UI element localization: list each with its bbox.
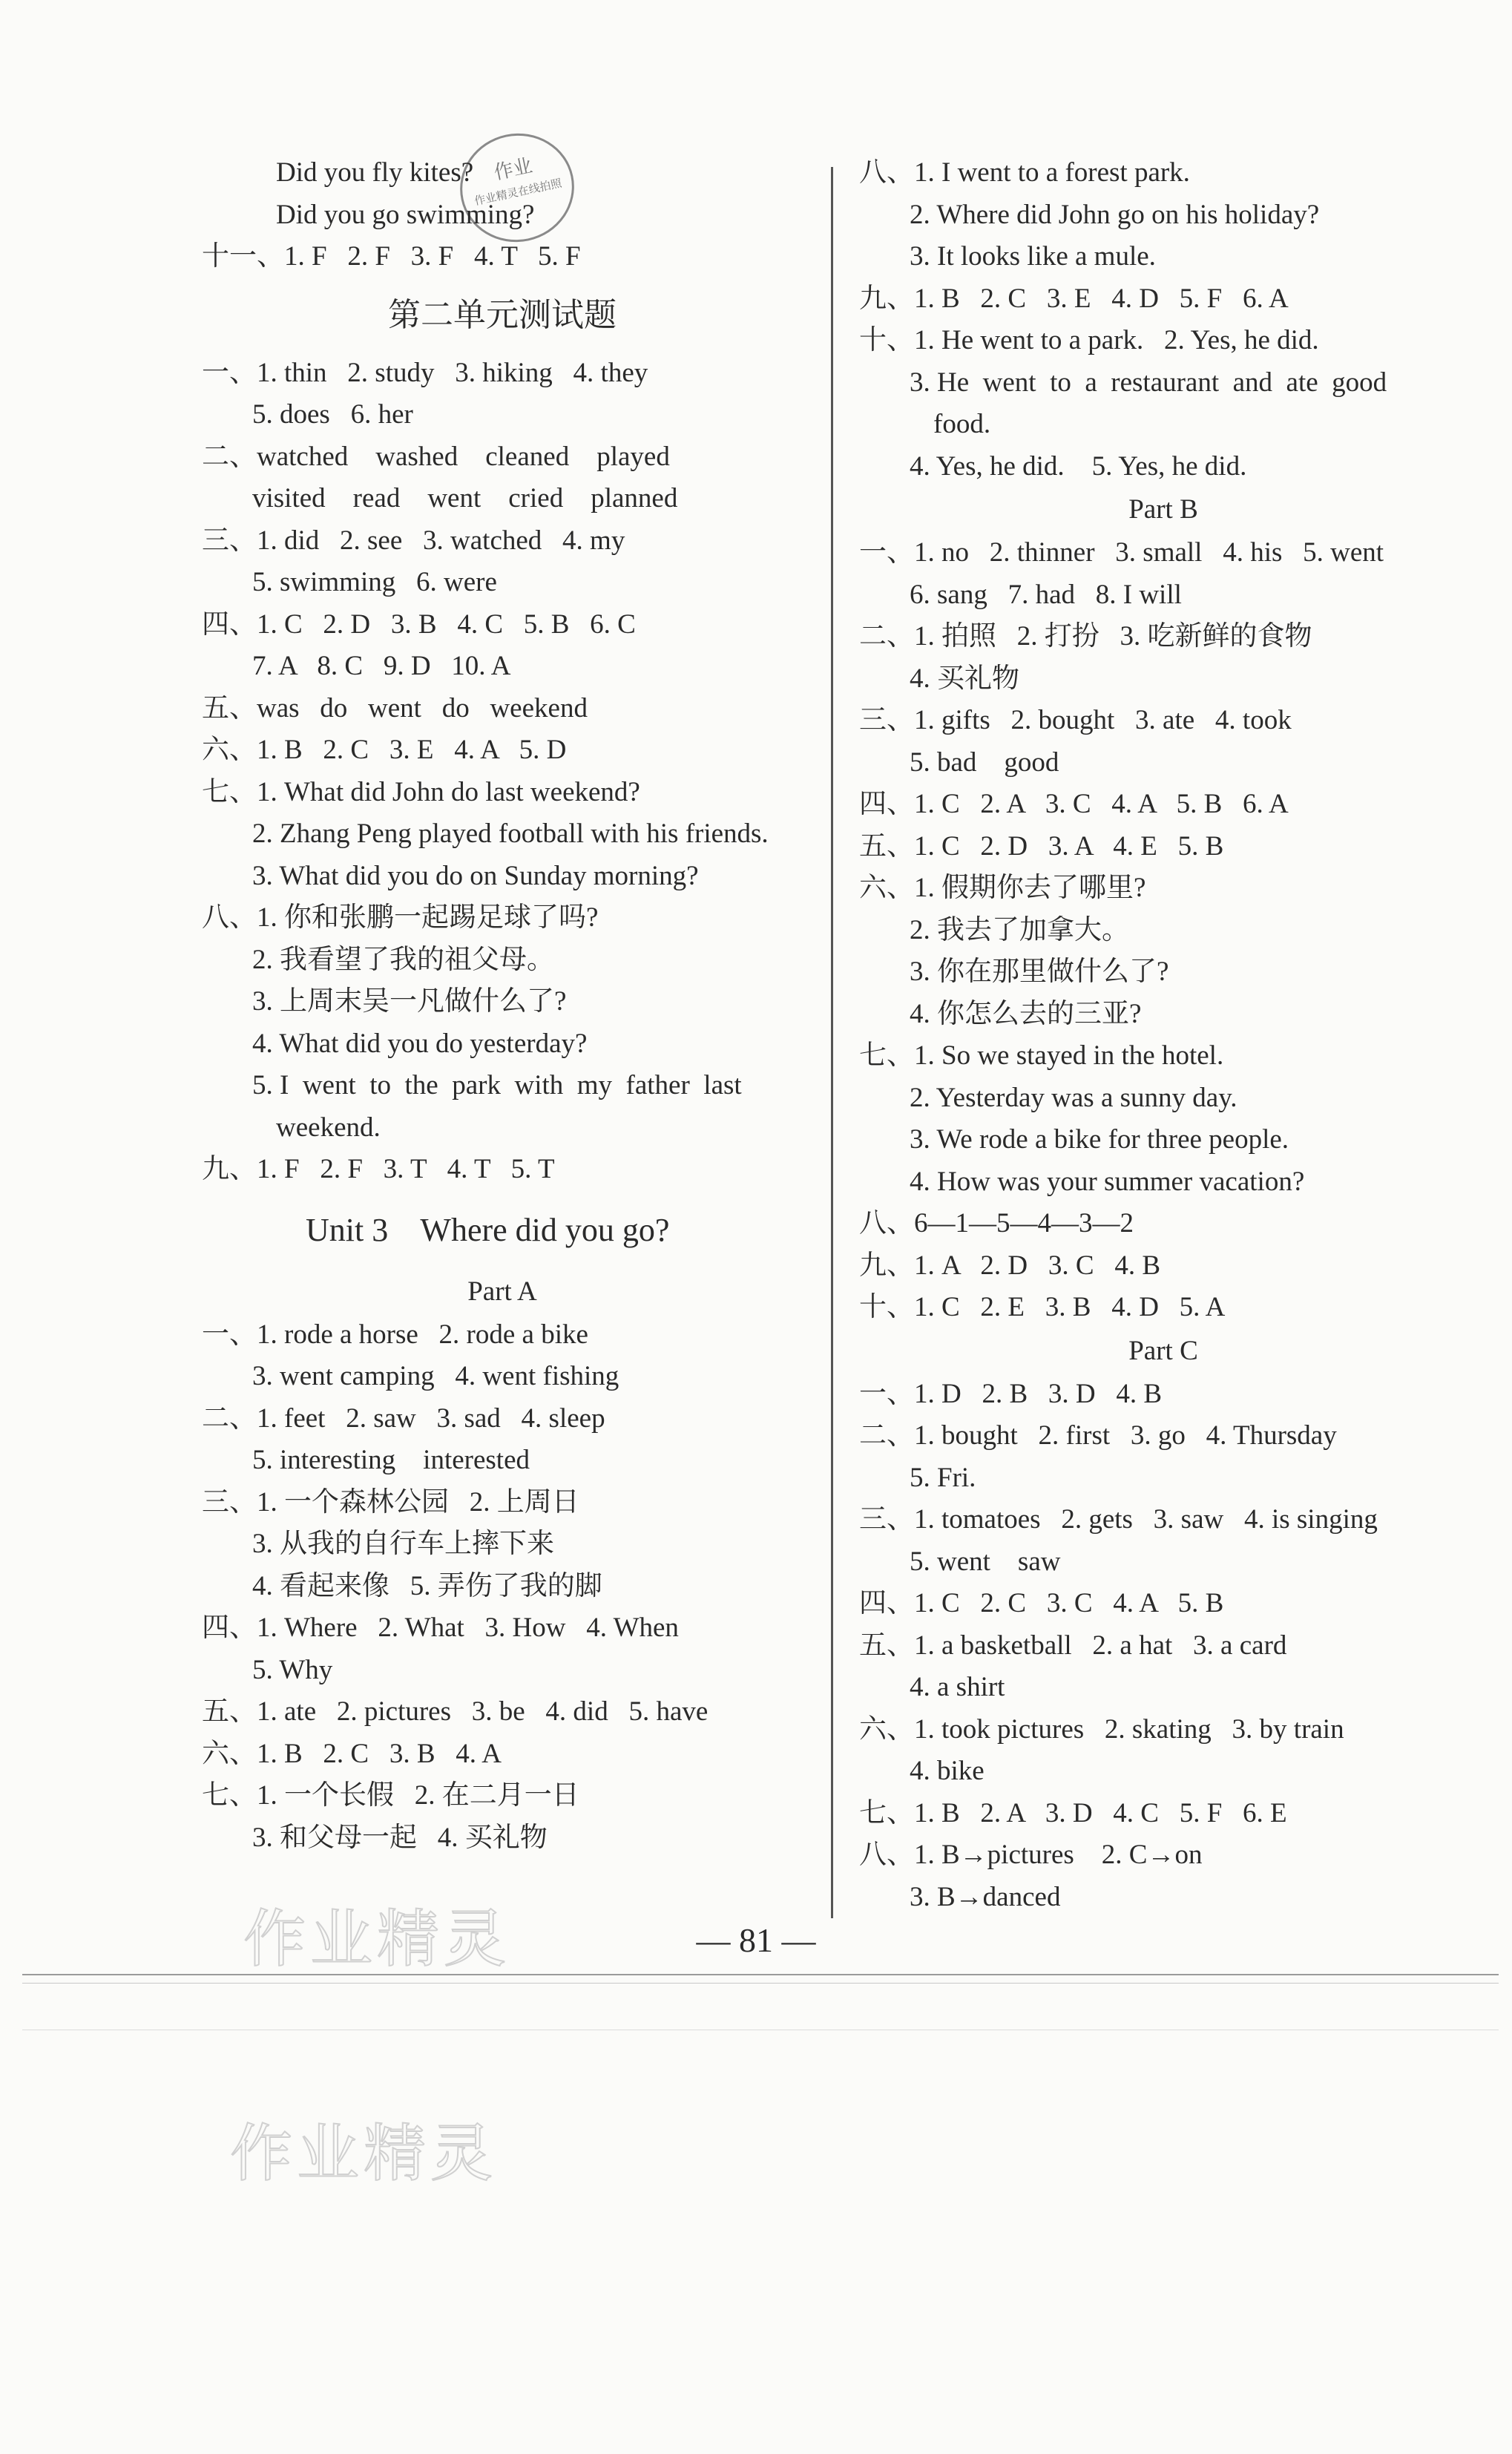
- answer-line: 7. A 8. C 9. D 10. A: [252, 651, 511, 681]
- part-a-label: Part A: [467, 1276, 537, 1307]
- answer-line: 3. 你在那里做什么了?: [910, 957, 1169, 987]
- part-b-answers: [859, 532, 1467, 1329]
- answer-line: 十、1. C 2. E 3. B 4. D 5. A: [859, 1292, 1226, 1322]
- answer-line: 六、1. B 2. C 3. E 4. A 5. D: [202, 735, 567, 765]
- answer-line: 二、1. feet 2. saw 3. sad 4. sleep: [202, 1402, 605, 1434]
- answer-line: 九、1. A 2. D 3. C 4. B: [859, 1250, 1161, 1281]
- answer-line: 十、1. He went to a park. 2. Yes, he did.: [859, 325, 1319, 355]
- answer-line: 3. We rode a bike for three people.: [910, 1124, 1289, 1155]
- answer-line: 4. 买礼物: [910, 663, 1019, 694]
- unit2-test-title: 第二单元测试题: [388, 296, 617, 333]
- answer-line: 4. bike: [910, 1756, 985, 1786]
- answer-line: 5. does 6. her: [252, 399, 413, 430]
- answer-line: 八、6—1—5—4—3—2: [859, 1208, 1134, 1239]
- answer-line: 八、1. B→pictures 2. C→on: [859, 1840, 1203, 1870]
- part-a-continued-answers: [859, 152, 1467, 488]
- answer-line: 3. What did you do on Sunday morning?: [252, 860, 699, 891]
- answer-line: 八、1. I went to a forest park.: [859, 157, 1190, 188]
- answer-line: 五、1. C 2. D 3. A 4. E 5. B: [859, 830, 1224, 862]
- answer-line: 3. 上周末吴一凡做什么了?: [252, 986, 567, 1017]
- answer-line: 二、1. bought 2. first 3. go 4. Thursday: [859, 1420, 1337, 1451]
- footer-rule: [22, 1983, 1499, 1984]
- answer-line: 二、1. 拍照 2. 打扮 3. 吃新鲜的食物: [859, 621, 1312, 652]
- unit2-answers: [202, 352, 803, 1191]
- answer-line: 二、watched washed cleaned played: [202, 441, 670, 472]
- answer-line: 一、1. no 2. thinner 3. small 4. his 5. went: [859, 537, 1384, 568]
- answer-line: 三、1. 一个森林公园 2. 上周日: [202, 1486, 579, 1518]
- answer-line: 3. went camping 4. went fishing: [252, 1361, 619, 1391]
- watermark: 作业精灵: [230, 2117, 498, 2190]
- answer-line: 五、1. ate 2. pictures 3. be 4. did 5. have: [202, 1696, 709, 1727]
- answer-line: 四、1. C 2. A 3. C 4. A 5. B 6. A: [859, 789, 1289, 819]
- answer-line: 一、1. rode a horse 2. rode a bike: [202, 1319, 588, 1350]
- answer-line: 七、1. 一个长假 2. 在二月一日: [202, 1780, 579, 1811]
- answer-line: 三、1. tomatoes 2. gets 3. saw 4. is singing: [859, 1504, 1378, 1535]
- answer-line: 七、1. So we stayed in the hotel.: [859, 1040, 1224, 1071]
- answer-line: 3. 和父母一起 4. 买礼物: [252, 1822, 548, 1853]
- answer-line: 3. 从我的自行车上摔下来: [252, 1529, 554, 1559]
- stamp-line2: 作业精灵在线拍照: [473, 176, 563, 209]
- answer-line: 5. went saw: [910, 1546, 1061, 1577]
- answer-line: 五、1. a basketball 2. a hat 3. a card: [859, 1630, 1287, 1661]
- answer-line: 4. 看起来像 5. 弄伤了我的脚: [252, 1570, 602, 1601]
- answer-line: 九、1. B 2. C 3. E 4. D 5. F 6. A: [859, 283, 1289, 314]
- answer-line: 六、1. took pictures 2. skating 3. by train: [859, 1713, 1344, 1745]
- answer-line: 6. sang 7. had 8. I will: [910, 579, 1182, 610]
- answer-line: 4. Yes, he did. 5. Yes, he did.: [910, 450, 1247, 482]
- answer-line: 九、1. F 2. F 3. T 4. T 5. T: [202, 1154, 555, 1184]
- answer-line: 五、was do went do weekend: [202, 692, 588, 724]
- column-divider: [831, 167, 833, 1918]
- answer-line: 5. Why: [252, 1654, 333, 1685]
- answer-line: 3. He went to a restaurant and ate good: [910, 367, 1387, 398]
- answer-line: 2. Zhang Peng played football with his friends.: [252, 818, 769, 849]
- part-c-answers: [859, 1374, 1467, 1919]
- answer-line: 一、1. D 2. B 3. D 4. B: [859, 1378, 1163, 1409]
- unit3-title: Unit 3 Where did you go?: [306, 1211, 670, 1248]
- answer-line: visited read went cried planned: [252, 483, 678, 514]
- answer-line: 2. 我看望了我的祖父母。: [252, 944, 554, 975]
- answer-line: 七、1. B 2. A 3. D 4. C 5. F 6. E: [859, 1797, 1287, 1828]
- answer-line: 3. It looks like a mule.: [910, 241, 1156, 272]
- answer-line: 4. What did you do yesterday?: [252, 1028, 588, 1059]
- part-b-label: Part B: [1128, 494, 1198, 525]
- answer-line: 2. Yesterday was a sunny day.: [910, 1082, 1237, 1113]
- answer-line: 3. B→danced: [910, 1881, 1061, 1912]
- answer-line: 十一、1. F 2. F 3. F 4. T 5. F: [202, 241, 581, 272]
- answer-line: 七、1. What did John do last weekend?: [202, 776, 640, 807]
- answer-line: 三、1. gifts 2. bought 3. ate 4. took: [859, 705, 1292, 735]
- watermark: 作业精灵: [243, 1903, 511, 1975]
- answer-line: Did you fly kites?: [276, 157, 474, 188]
- answer-line: 4. a shirt: [910, 1672, 1005, 1702]
- part-a-answers: [202, 1314, 803, 1860]
- answer-line: 四、1. C 2. D 3. B 4. C 5. B 6. C: [202, 608, 636, 640]
- right-column: [859, 152, 1467, 1918]
- part-c-label: Part C: [1128, 1335, 1198, 1366]
- answer-line: 4. 你怎么去的三亚?: [910, 998, 1142, 1029]
- answer-line: 四、1. Where 2. What 3. How 4. When: [202, 1613, 679, 1643]
- answer-line: 八、1. 你和张鹏一起踢足球了吗?: [202, 902, 599, 933]
- answer-line: 5. swimming 6. were: [252, 567, 497, 597]
- answer-line: 5. interesting interested: [252, 1445, 530, 1475]
- answer-line: 四、1. C 2. C 3. C 4. A 5. B: [859, 1588, 1224, 1618]
- answer-line: 5. I went to the park with my father last: [252, 1070, 742, 1100]
- answer-line: Did you go swimming?: [276, 199, 535, 230]
- answer-line: 5. bad good: [910, 747, 1059, 778]
- stamp-line1: 作业: [492, 154, 535, 185]
- answer-line: 一、1. thin 2. study 3. hiking 4. they: [202, 357, 648, 388]
- left-column: [202, 152, 803, 1859]
- answer-line: 2. 我去了加拿大。: [910, 914, 1129, 945]
- answer-line: 5. Fri.: [910, 1462, 976, 1493]
- answer-line: 4. How was your summer vacation?: [910, 1166, 1305, 1197]
- answer-line: 六、1. B 2. C 3. B 4. A: [202, 1738, 502, 1769]
- answer-line: food.: [933, 409, 991, 439]
- page-number: — 81 —: [696, 1921, 816, 1959]
- answer-line: 六、1. 假期你去了哪里?: [859, 873, 1146, 903]
- answer-line: 三、1. did 2. see 3. watched 4. my: [202, 525, 625, 556]
- answer-line: weekend.: [276, 1112, 381, 1143]
- answer-line: 2. Where did John go on his holiday?: [910, 199, 1320, 230]
